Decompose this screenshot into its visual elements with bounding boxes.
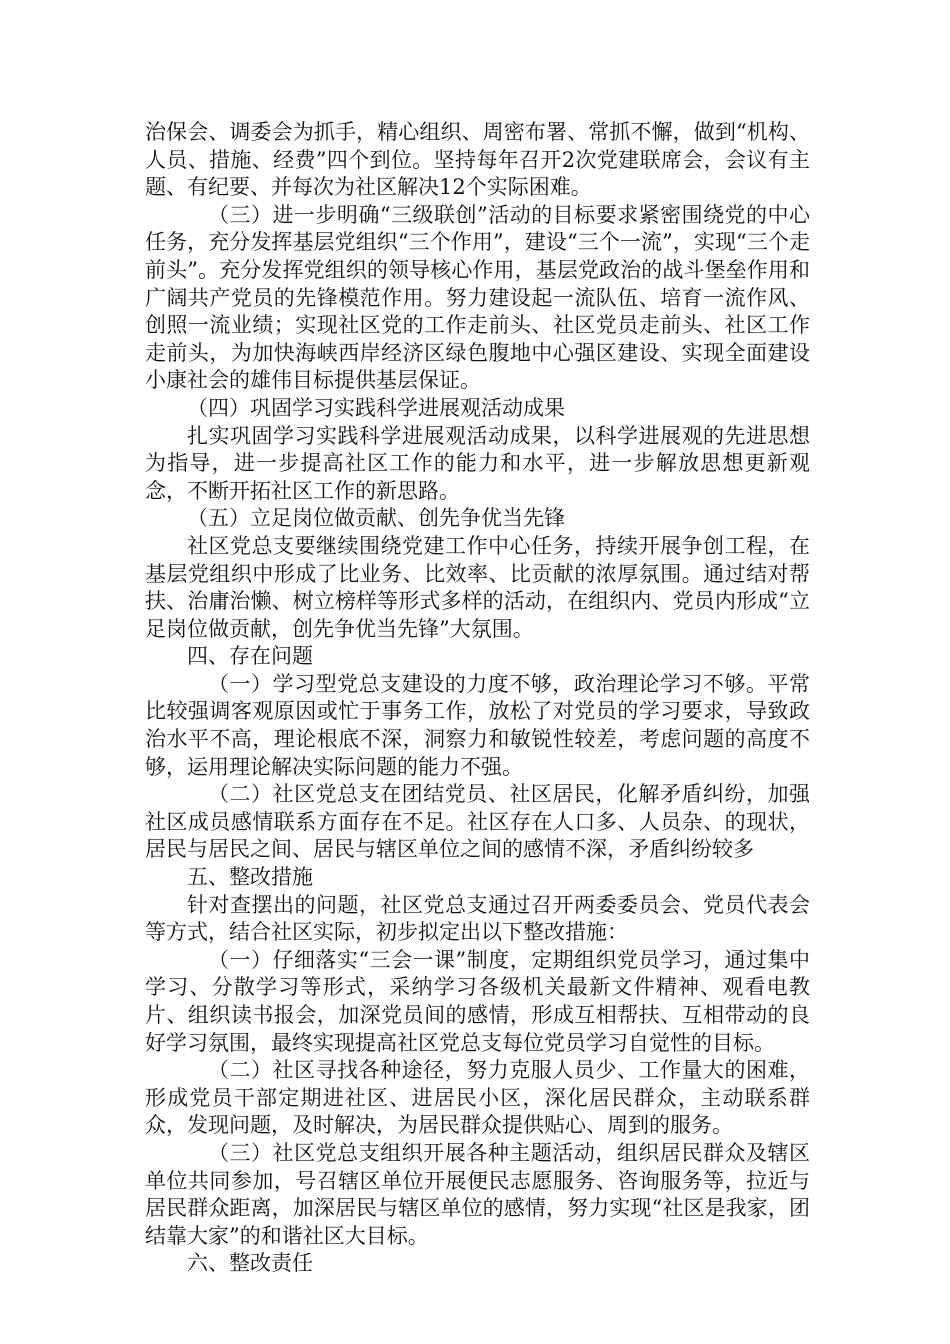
- paragraph-3: 扎实巩固学习实践科学进展观活动成果，以科学进展观的先进思想为指导，进一步提高社区工作的能力和水平，进一步解放思想更新观念，不断开拓社区工作的新思路。: [145, 423, 810, 503]
- document-body: [145, 119, 810, 1278]
- paragraph-10: （三）社区党总支组织开展各种主题活动，组织居民群众及辖区单位共同参加，号召辖区单位开展便民志愿服务、咨询服务等，拉近与居民群众距离，加深居民与辖区单位的感情，努力实现“社区是我家，团结靠大家”的和谐社区大目标。: [145, 1140, 810, 1248]
- paragraph-6: （二）社区党总支在团结党员、社区居民，化解矛盾纠纷，加强社区成员感情联系方面存在不足。社区存在人口多、人员杂、的现状，居民与居民之间、居民与辖区单位之间的感情不深，矛盾纠纷较多: [145, 782, 810, 862]
- paragraph-2: （三）进一步明确“三级联创”活动的目标要求紧密围绕党的中心任务，充分发挥基层党组织“三个作用”，建设“三个一流”，实现“三个走前头”。充分发挥党组织的领导核心作用，基层党政治的战斗堡垒作用和广阔共产党员的先锋模范作用。努力建设起一流队伍、培育一流作风、创照一流业绩；实现社区党的工作走前头、社区党员走前头、社区工作走前头，为加快海峡西岸经济区绿色腹地中心强区建设、实现全面建设小康社会的雄伟目标提供基层保证。: [145, 202, 810, 393]
- paragraph-9: （二）社区寻找各种途径，努力克服人员少、工作量大的困难，形成党员干部定期进社区、进居民小区，深化居民群众，主动联系群众，发现问题，及时解决，为居民群众提供贴心、周到的服务。: [145, 1058, 810, 1138]
- section-heading-measures: 五、整改措施: [187, 865, 313, 890]
- paragraph-4: 社区党总支要继续围绕党建工作中心任务，持续开展争创工程，在基层党组织中形成了比业务、比效率、比贡献的浓厚氛围。通过结对帮扶、治庸治懒、树立榜样等形式多样的活动，在组织内、党员内形成“立足岗位做贡献，创先争优当先锋”大氛围。: [145, 533, 810, 641]
- paragraph-8: （一）仔细落实“三会一课”制度，定期组织党员学习，通过集中学习、分散学习等形式，采纳学习各级机关最新文件精神、观看电教片、组织读书报会，加深党员间的感情，形成互相帮扶、互相带动的良好学习氛围，最终实现提高社区党总支每位党员学习自觉性的目标。: [145, 947, 810, 1055]
- section-heading-4: （四）巩固学习实践科学进展观活动成果: [187, 395, 565, 420]
- section-heading-responsibility: 六、整改责任: [187, 1251, 313, 1276]
- section-heading-problems: 四、存在问题: [187, 644, 313, 669]
- paragraph-7: 针对查摆出的问题，社区党总支通过召开两委委员会、党员代表会等方式，结合社区实际，初步拟定出以下整改措施：: [145, 892, 810, 945]
- paragraph-1: 治保会、调委会为抓手，精心组织、周密布署、常抓不懈，做到“机构、人员、措施、经费”四个到位。坚持每年召开2次党建联席会，会议有主题、有纪要、并每次为社区解决12个实际困难。: [145, 120, 810, 200]
- section-heading-5: （五）立足岗位做贡献、创先争优当先锋: [187, 506, 565, 531]
- paragraph-5: （一）学习型党总支建设的力度不够，政治理论学习不够。平常比较强调客观原因或忙于事务工作，放松了对党员的学习要求，导致政治水平不高，理论根底不深，洞察力和敏锐性较差，考虑问题的高度不够，运用理论解决实际问题的能力不强。: [145, 671, 810, 779]
